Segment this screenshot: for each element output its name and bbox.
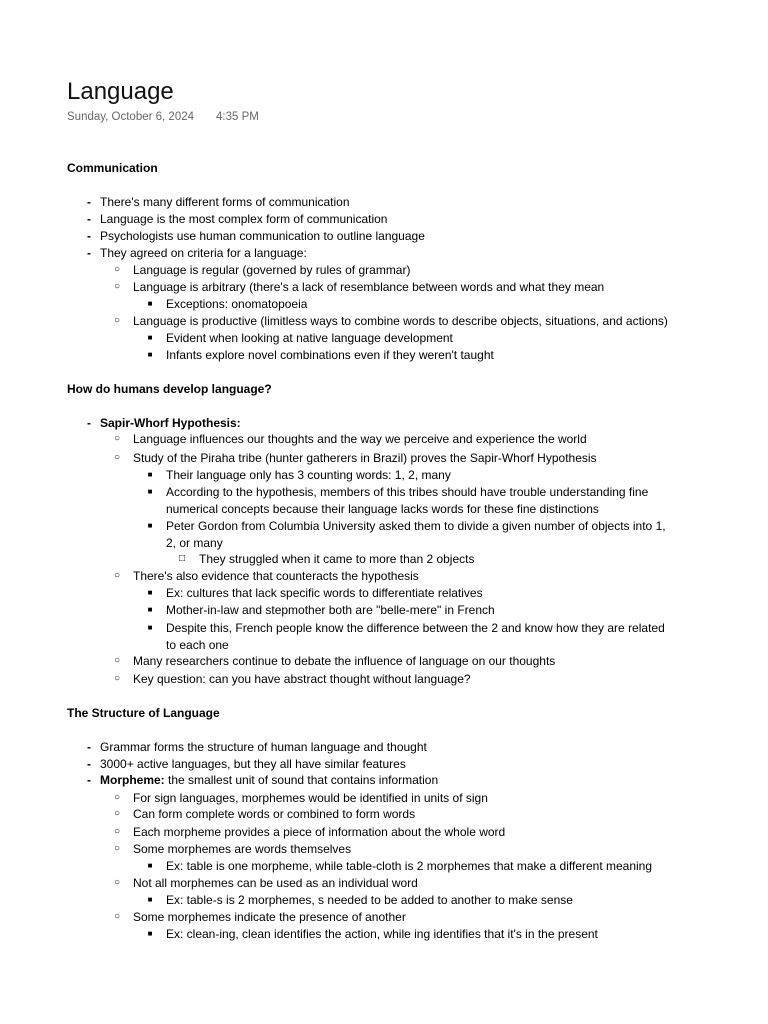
- dash-bullet: -: [87, 195, 91, 209]
- list-item: Not all morphemes can be used as an individual word: [133, 876, 418, 890]
- square-bullet: ■: [147, 299, 153, 308]
- square-bullet: ■: [147, 605, 153, 614]
- list-item: Some morphemes are words themselves: [133, 842, 352, 856]
- list-item: Ex: clean-ing, clean identifies the action, while ing identifies that it's in the present: [166, 927, 598, 941]
- page-title: Language: [67, 78, 174, 105]
- circle-bullet: ○: [113, 433, 121, 444]
- list-item: Mother-in-law and stepmother both are "belle-mere" in French: [166, 603, 495, 617]
- list-item: Many researchers continue to debate the influence of language on our thoughts: [133, 654, 556, 668]
- list-item: Exceptions: onomatopoeia: [166, 297, 308, 311]
- square-bullet: ■: [147, 521, 153, 530]
- list-item: Study of the Piraha tribe (hunter gatherers in Brazil) proves the Sapir-Whorf Hypothesis: [133, 451, 597, 465]
- circle-bullet: ○: [113, 570, 121, 581]
- hollow-square-bullet: □: [178, 553, 186, 564]
- circle-bullet: ○: [113, 315, 121, 326]
- section-heading-structure: The Structure of Language: [67, 706, 220, 720]
- list-item: Key question: can you have abstract thought without language?: [133, 672, 471, 686]
- list-item: Ex: table-s is 2 morphemes, s needed to be added to another to make sense: [166, 893, 573, 907]
- list-item: Some morphemes indicate the presence of another: [133, 910, 406, 924]
- dash-bullet: -: [87, 773, 91, 787]
- note-date: Sunday, October 6, 2024: [67, 111, 195, 123]
- list-item-continuation: 2, or many: [166, 536, 223, 550]
- list-item: Their language only has 3 counting words: 1, 2, many: [166, 468, 451, 482]
- circle-bullet: ○: [113, 792, 121, 803]
- list-item: Despite this, French people know the difference between the 2 and know how they are related: [166, 621, 665, 635]
- list-item: Language is the most complex form of communication: [100, 212, 388, 226]
- square-bullet: ■: [147, 470, 153, 479]
- list-item: [100, 772, 438, 788]
- list-item: Sapir-Whorf Hypothesis:: [100, 416, 241, 430]
- list-item-continuation: numerical concepts because their language lacks words for these fine distinctions: [166, 502, 599, 516]
- list-item: Infants explore novel combinations even if they weren't taught: [166, 348, 494, 362]
- list-item: According to the hypothesis, members of this tribes should have trouble understanding fine: [166, 485, 649, 499]
- section-heading-develop: How do humans develop language?: [67, 382, 272, 396]
- list-item: They struggled when it came to more than 2 objects: [199, 552, 475, 566]
- circle-bullet: ○: [113, 655, 121, 666]
- list-item: For sign languages, morphemes would be identified in units of sign: [133, 791, 488, 805]
- circle-bullet: ○: [113, 843, 121, 854]
- list-item: Language is regular (governed by rules of grammar): [133, 263, 411, 277]
- square-bullet: ■: [147, 333, 153, 342]
- list-item: There's also evidence that counteracts the hypothesis: [133, 569, 419, 583]
- list-item-continuation: to each one: [166, 638, 229, 652]
- list-item: Ex: cultures that lack specific words to differentiate relatives: [166, 586, 483, 600]
- circle-bullet: ○: [113, 826, 121, 837]
- term-definition: the smallest unit of sound that contains information: [164, 773, 439, 787]
- list-item: There's many different forms of communication: [100, 195, 350, 209]
- list-item: 3000+ active languages, but they all have similar features: [100, 757, 406, 771]
- circle-bullet: ○: [113, 264, 121, 275]
- square-bullet: ■: [147, 487, 153, 496]
- list-item: Grammar forms the structure of human language and thought: [100, 740, 427, 754]
- dash-bullet: -: [87, 740, 91, 754]
- list-item: Peter Gordon from Columbia University asked them to divide a given number of objects into 1,: [166, 519, 666, 533]
- circle-bullet: ○: [113, 281, 121, 292]
- list-item: Each morpheme provides a piece of information about the whole word: [133, 825, 506, 839]
- list-item: Ex: table is one morpheme, while table-cloth is 2 morphemes that make a different meaning: [166, 859, 653, 873]
- circle-bullet: ○: [113, 808, 121, 819]
- list-item: Can form complete words or combined to form words: [133, 807, 416, 821]
- list-item: Psychologists use human communication to outline language: [100, 229, 425, 243]
- dash-bullet: -: [87, 212, 91, 226]
- circle-bullet: ○: [113, 877, 121, 888]
- square-bullet: ■: [147, 929, 153, 938]
- square-bullet: ■: [147, 895, 153, 904]
- dash-bullet: -: [87, 229, 91, 243]
- list-item: Language is productive (limitless ways to combine words to describe objects, situations, and actions): [133, 314, 668, 328]
- square-bullet: ■: [147, 623, 153, 632]
- circle-bullet: ○: [113, 452, 121, 463]
- list-item: They agreed on criteria for a language:: [100, 246, 307, 260]
- note-time: 4:35 PM: [216, 111, 259, 123]
- circle-bullet: ○: [113, 673, 121, 684]
- list-item: Language influences our thoughts and the way we perceive and experience the world: [133, 432, 587, 446]
- square-bullet: ■: [147, 861, 153, 870]
- square-bullet: ■: [147, 588, 153, 597]
- term-label: Morpheme:: [100, 773, 165, 787]
- list-item: Evident when looking at native language development: [166, 331, 453, 345]
- section-heading-communication: Communication: [67, 161, 158, 175]
- list-item: Language is arbitrary (there's a lack of resemblance between words and what they mean: [133, 280, 605, 294]
- square-bullet: ■: [147, 350, 153, 359]
- dash-bullet: -: [87, 246, 91, 260]
- circle-bullet: ○: [113, 911, 121, 922]
- dash-bullet: -: [87, 757, 91, 771]
- dash-bullet: -: [87, 416, 91, 430]
